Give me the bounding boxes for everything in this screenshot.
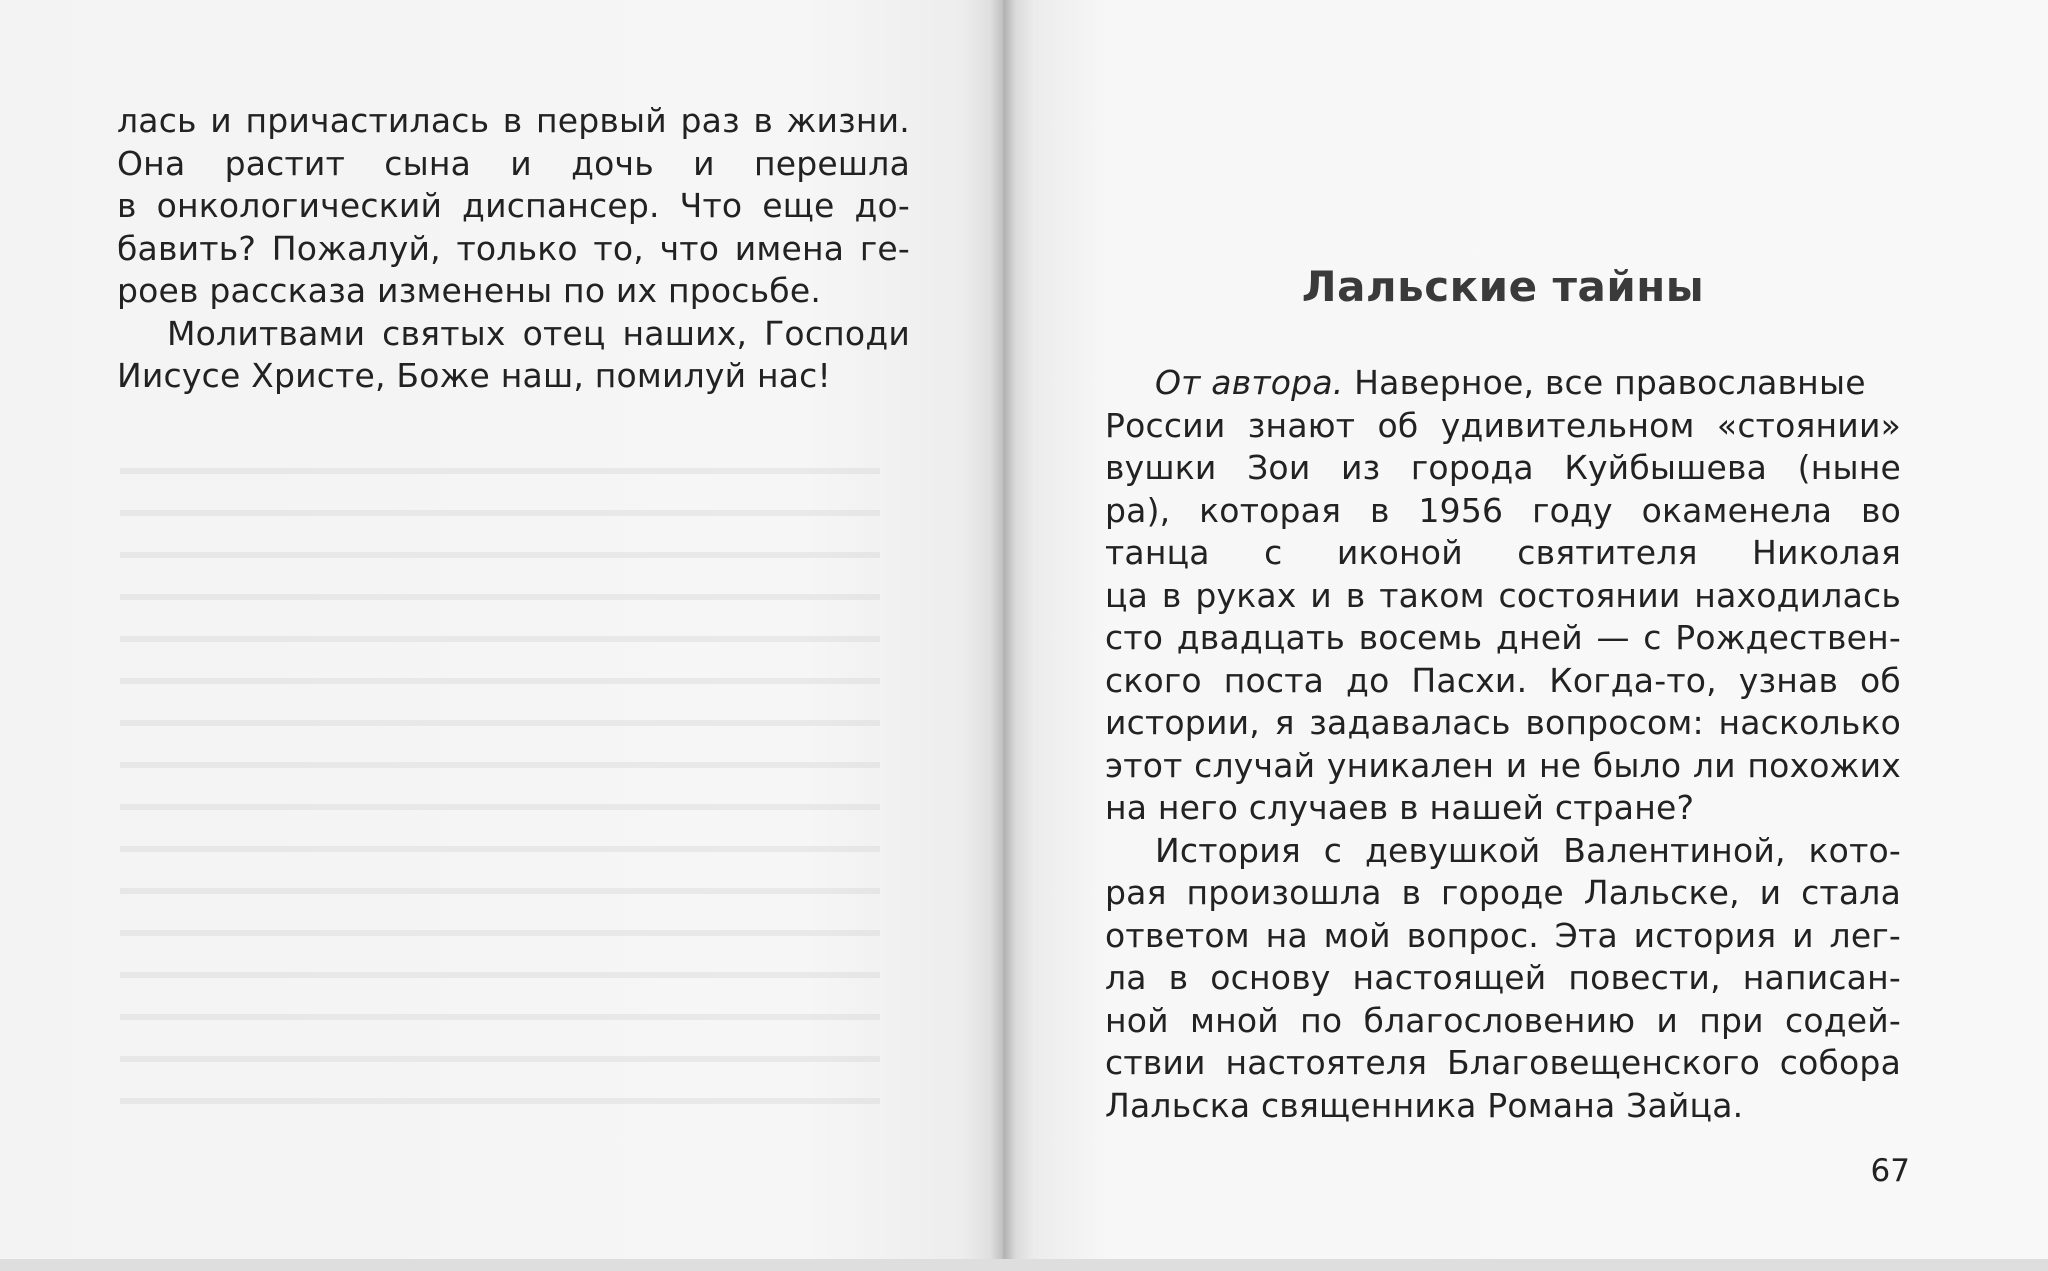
text-line: истории, я задавалась вопросом: насколько (1105, 703, 1901, 742)
text-line: Молитвами святых отец наших, Господи (167, 313, 910, 353)
text-line: вушки Зои из города Куйбышева (ныне (1105, 448, 1901, 487)
left-page-text (117, 100, 910, 398)
text-line: Лальска священника Романа Зайца. (1105, 1085, 1744, 1125)
scan-edge (0, 1259, 2048, 1271)
text-line: лась и причастилась в первый раз в жизни. (117, 101, 910, 140)
text-line: ной мной по благословению и при содей- (1105, 1000, 1901, 1040)
text-line: рая произошла в городе Лальске, и стала (1105, 873, 1901, 912)
text-line: Иисусе Христе, Боже наш, помилуй нас! (117, 356, 831, 395)
text-line: История с девушкой Валентиной, кото- (1155, 830, 1901, 870)
text-line-first (1105, 362, 1901, 405)
text-line: Она растит сына и дочь и перешла (117, 143, 910, 183)
text-line: сто двадцать восемь дней — с Рождествен- (1105, 618, 1901, 657)
text-line: России знают об удивительном «стоянии» (1105, 405, 1901, 445)
intro-label: От автора. (1155, 363, 1344, 402)
show-through-text (120, 440, 880, 1140)
text-line: в онкологический диспансер. Что еще до- (117, 186, 910, 225)
text-line-rest: Наверное, все православные (1343, 363, 1866, 402)
text-line: бавить? Пожалуй, только то, что имена ге- (117, 228, 910, 268)
book-gutter (990, 0, 1016, 1271)
text-line: ответом на мой вопрос. Эта история и лег- (1105, 915, 1901, 955)
text-line: ца в руках и в таком состоянии находилась (1105, 575, 1901, 615)
text-line: роев рассказа изменены по их просьбе. (117, 271, 822, 310)
text-line: ла в основу настоящей повести, написан- (1105, 958, 1901, 997)
text-line: ствии настоятеля Благовещенского собора (1105, 1043, 1901, 1082)
text-line: ра), которая в 1956 году окаменела во (1105, 490, 1901, 530)
chapter-title: Лальские тайны (1301, 262, 1705, 311)
right-page-text (1105, 362, 1901, 1127)
text-line: на него случаев в нашей стране? (1105, 788, 1695, 827)
page-number: 67 (1870, 1153, 1910, 1189)
text-line: ского поста до Пасхи. Когда-то, узнав об (1105, 660, 1901, 700)
text-line: этот случай уникален и не было ли похожих (1105, 745, 1901, 785)
text-line: танца с иконой святителя Николая (1105, 533, 1901, 572)
